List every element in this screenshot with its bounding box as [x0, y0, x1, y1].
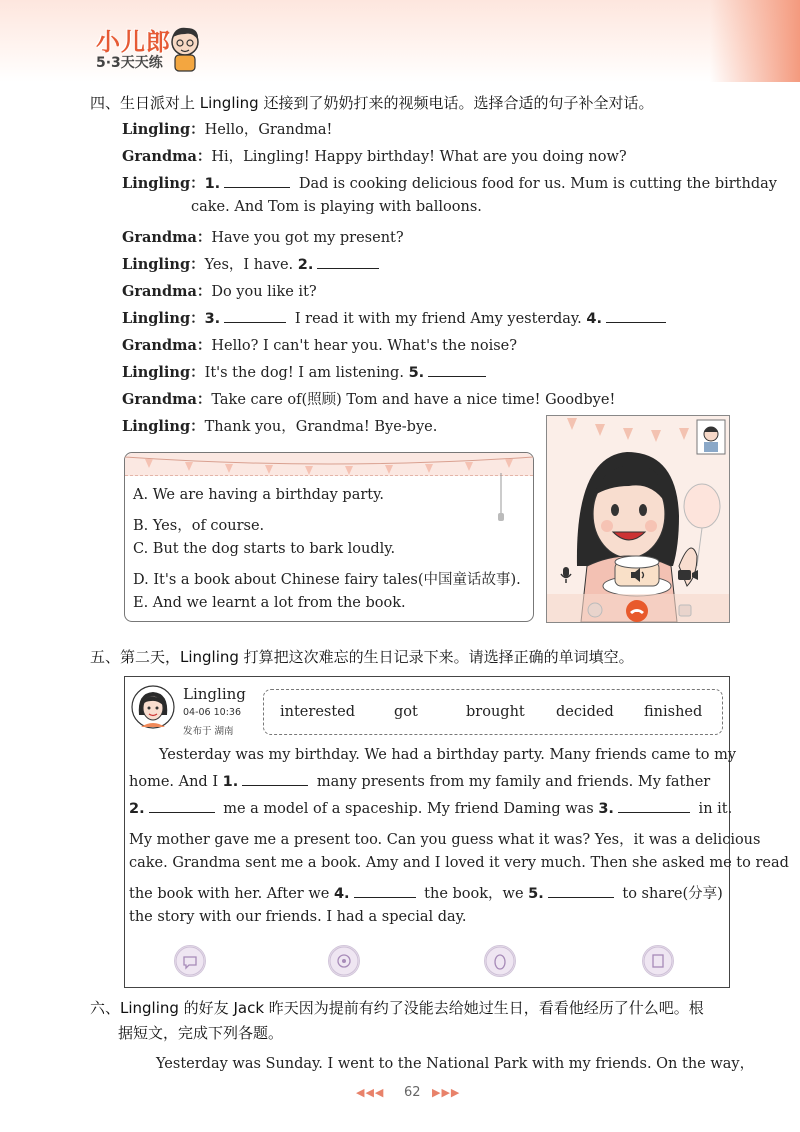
prev-page-arrows-icon: ◀◀◀ [356, 1086, 385, 1099]
post-line-4: My mother gave me a present too. Can you guess what it was? Yes，it was a delicious [129, 832, 761, 848]
dialogue-text: Thank you，Grandma! Bye-bye. [204, 419, 438, 435]
dialogue-line-1 [122, 118, 332, 139]
speaker: Lingling： [122, 121, 205, 138]
dialogue-line-5 [122, 253, 383, 274]
blank-number: 5. [528, 886, 544, 902]
speaker: Lingling： [122, 256, 205, 273]
dialogue-line-3 [122, 172, 777, 193]
video-call-illustration [546, 415, 730, 623]
blank-number: 1. [222, 774, 239, 790]
post-line-2 [129, 774, 710, 790]
microphone-icon[interactable] [559, 566, 573, 584]
post-text: the book，we [419, 886, 529, 902]
blank-number: 2. [297, 257, 314, 273]
dialogue-line-2 [122, 145, 627, 166]
speaker: Grandma： [122, 148, 212, 165]
page-header [0, 0, 800, 82]
option-b: B. Yes，of course. [133, 518, 265, 534]
post-line-5: cake. Grandma sent me a book. Amy and I loved it very much. Then she asked me to read [129, 855, 789, 871]
mascot-icon [165, 24, 205, 74]
blank-number: 3. [204, 311, 221, 327]
dialogue-text: Hello? I can't hear you. What's the noise? [211, 338, 518, 354]
post-location: 发布于 湖南 [183, 726, 234, 737]
blank-number: 2. [129, 801, 145, 817]
post-line-6 [129, 882, 723, 903]
dialogue-text: I read it with my friend Amy yesterday. [294, 311, 582, 327]
answer-blank-5[interactable] [428, 375, 486, 377]
blank-number: 1. [204, 176, 221, 192]
speaker: Grandma： [122, 337, 212, 354]
answer-blank-1[interactable] [224, 186, 290, 188]
word-option: got [394, 704, 418, 720]
option-d: D. It's a book about Chinese fairy tales(中国童话故事). [133, 572, 521, 588]
post-text: the book with her. After we [129, 886, 334, 902]
blank-number: 5. [408, 365, 425, 381]
dialogue-line-7 [122, 307, 670, 328]
next-page-arrows-icon: ▶▶▶ [432, 1086, 461, 1099]
post-line-3 [129, 801, 732, 817]
section-6-passage-first-line: Yesterday was Sunday. I went to the National Park with my friends. On the way， [156, 1056, 755, 1072]
hang-up-icon[interactable] [625, 599, 649, 623]
post-text: in it. [693, 801, 733, 817]
header-accent-band [710, 0, 800, 82]
dialogue-text: Yes，I have. [204, 257, 294, 273]
hanging-ornament-icon [495, 473, 507, 523]
page-number: 62 [404, 1085, 421, 1100]
post-text: home. And I [129, 774, 223, 790]
post-line-7: the story with our friends. I had a special day. [129, 909, 467, 925]
speaker: Lingling： [122, 175, 205, 192]
speaker: Lingling： [122, 418, 205, 435]
penguin-icon[interactable] [484, 945, 516, 977]
dialogue-line-4 [122, 226, 404, 247]
bunting-icon [125, 453, 533, 475]
effects-icon[interactable] [677, 602, 693, 618]
bunting-decoration [125, 453, 533, 476]
post-text: me a model of a spaceship. My friend Daming was [218, 801, 599, 817]
word-option: finished [644, 704, 703, 720]
dialogue-text: Hello，Grandma! [204, 122, 333, 138]
post-blank-5[interactable] [548, 896, 614, 898]
social-post [124, 676, 789, 988]
post-author-name: Lingling [183, 685, 246, 703]
word-bank [263, 689, 723, 735]
word-option: decided [556, 704, 614, 720]
answer-blank-3[interactable] [224, 321, 286, 323]
share-moments-icon[interactable] [328, 945, 360, 977]
logo-subtitle: 5·3天天练 [96, 55, 163, 71]
speaker: Grandma： [122, 391, 212, 408]
dialogue-text: Take care of(照顾) Tom and have a nice time! Goodbye! [211, 392, 616, 408]
answer-blank-4[interactable] [606, 321, 666, 323]
post-blank-1[interactable] [242, 784, 308, 786]
video-camera-icon[interactable] [677, 568, 699, 582]
section-6-title-line-2: 据短文，完成下列各题。 [118, 1024, 284, 1042]
girl-with-cake-illustration [547, 416, 729, 622]
answer-blank-2[interactable] [317, 267, 379, 269]
option-c: C. But the dog starts to bark loudly. [133, 541, 396, 557]
dialogue-line-6 [122, 280, 317, 301]
section-6-title-line-1: 六、Lingling 的好友 Jack 昨天因为提前有约了没能去给她过生日，看看他经历了什么吧。根 [90, 999, 704, 1017]
post-text: to share(分享) [617, 886, 723, 902]
dialogue-line-9 [122, 361, 490, 382]
post-blank-3[interactable] [618, 811, 690, 813]
logo-title: 小儿郎 [96, 28, 171, 56]
dialogue-line-8 [122, 334, 517, 355]
post-line-1: Yesterday was my birthday. We had a birthday party. Many friends came to my [159, 747, 737, 763]
comment-icon[interactable] [174, 945, 206, 977]
option-a: A. We are having a birthday party. [133, 487, 384, 503]
dialogue-text: Dad is cooking delicious food for us. Mum is cutting the birthday [298, 176, 777, 192]
speaker: Grandma： [122, 229, 212, 246]
dialogue-text: Do you like it? [211, 284, 317, 300]
post-blank-4[interactable] [354, 896, 416, 898]
word-option: brought [466, 704, 525, 720]
post-datetime: 04-06 10:36 [183, 707, 242, 718]
post-blank-2[interactable] [149, 811, 215, 813]
dialogue-text: It's the dog! I am listening. [204, 365, 404, 381]
dialogue-line-11 [122, 415, 437, 436]
word-option: interested [280, 704, 356, 720]
section-5-title: 五、第二天，Lingling 打算把这次难忘的生日记录下来。请选择正确的单词填空。 [90, 648, 634, 666]
dialogue-text: Hi，Lingling! Happy birthday! What are you doing now? [211, 149, 627, 165]
section-4-title: 四、生日派对上 Lingling 还接到了奶奶打来的视频电话。选择合适的句子补全对话。 [90, 94, 654, 112]
blank-number: 3. [598, 801, 614, 817]
speaker: Lingling： [122, 364, 205, 381]
post-text: many presents from my family and friends. My father [312, 774, 711, 790]
speaker: Grandma： [122, 283, 212, 300]
dialogue-line-10 [122, 388, 615, 409]
switch-camera-icon[interactable] [587, 602, 603, 618]
blank-number: 4. [333, 886, 350, 902]
speaker-icon[interactable] [629, 566, 647, 584]
edit-note-icon[interactable] [642, 945, 674, 977]
speaker: Lingling： [122, 310, 205, 327]
dialogue-text: Have you got my present? [211, 230, 404, 246]
blank-number: 4. [586, 311, 602, 327]
option-e: E. And we learnt a lot from the book. [133, 595, 406, 611]
options-box [124, 452, 534, 622]
avatar [131, 685, 175, 729]
dialogue-line-3-cont: cake. And Tom is playing with balloons. [191, 199, 482, 215]
